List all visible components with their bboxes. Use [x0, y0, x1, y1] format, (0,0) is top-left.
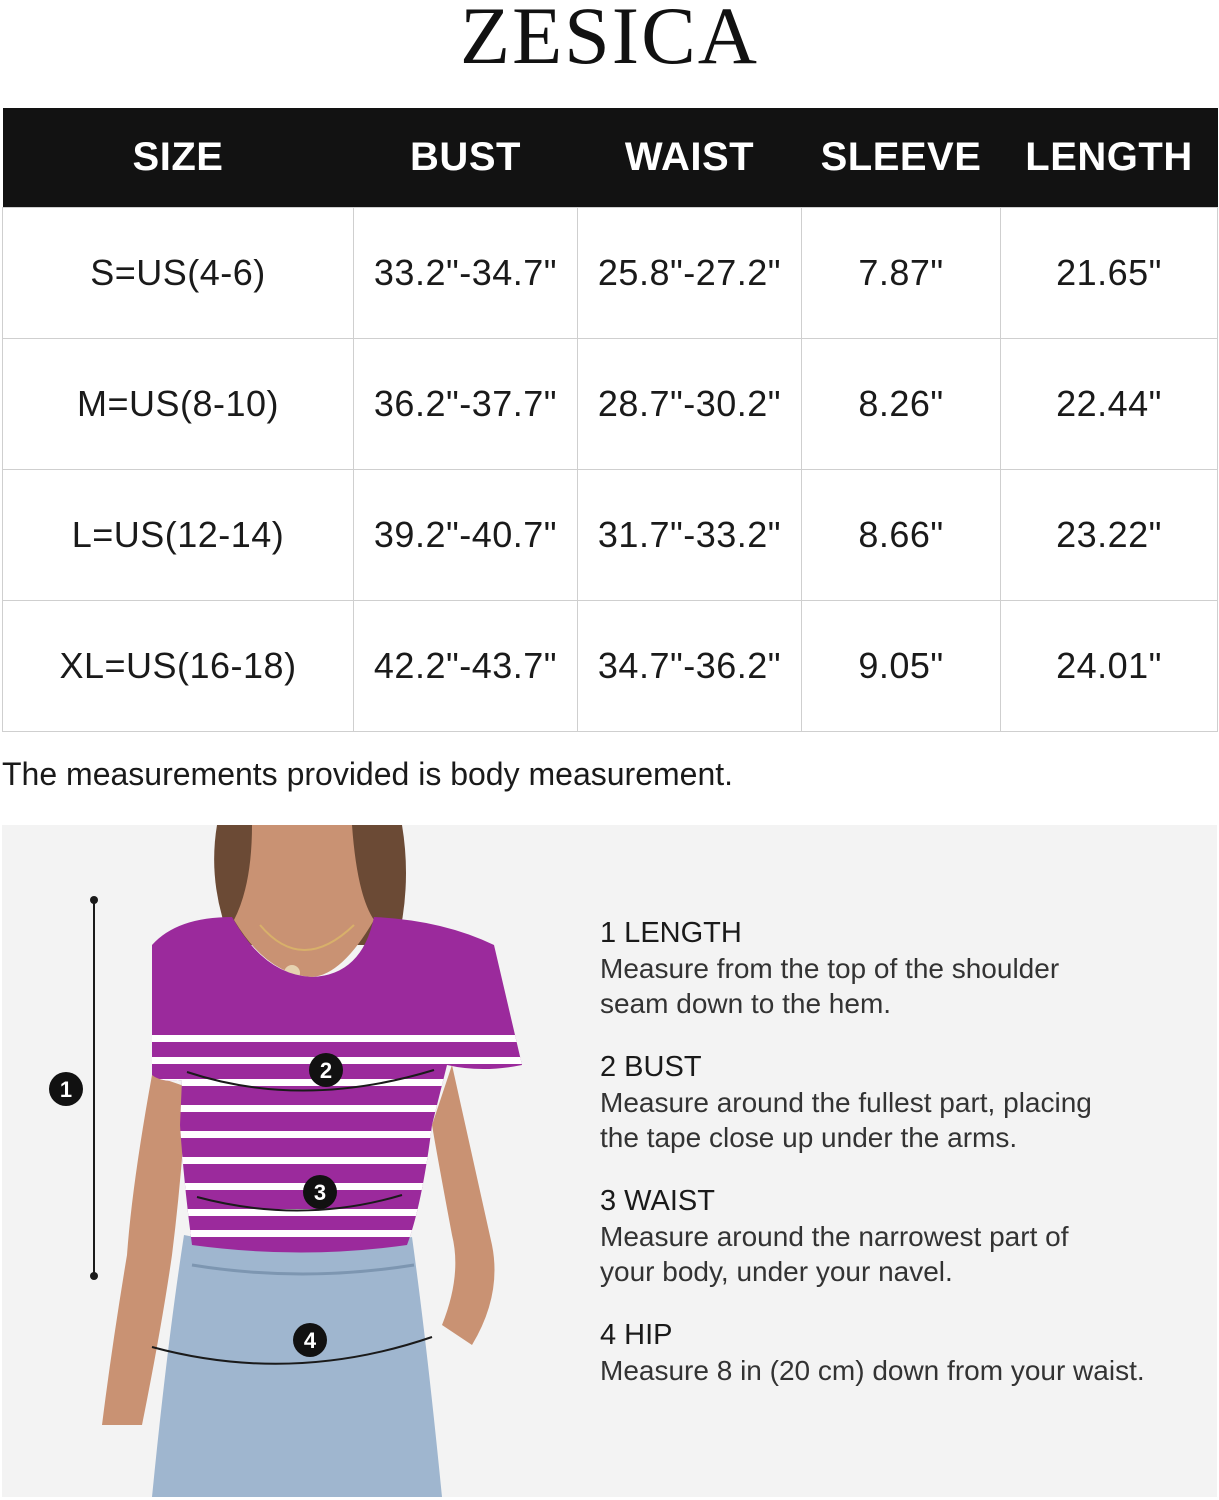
cell-bust: 39.2"-40.7" [354, 470, 578, 601]
table-row [3, 470, 1218, 601]
step-title: 1 LENGTH [600, 917, 742, 949]
step-desc: Measure from the top of the shoulder [600, 953, 1060, 984]
header-size: SIZE [3, 108, 354, 208]
svg-text:2: 2 [319, 1058, 333, 1083]
header-length: LENGTH [1001, 108, 1218, 208]
table-row [3, 601, 1218, 732]
marker-1 [49, 1072, 83, 1106]
table-row [3, 339, 1218, 470]
cell-length: 21.65" [1001, 208, 1218, 339]
marker-4 [293, 1323, 327, 1357]
svg-text:1: 1 [59, 1077, 73, 1102]
length-tape-bottom [90, 1272, 98, 1280]
cell-sleeve: 9.05" [802, 601, 1001, 732]
cell-length: 23.22" [1001, 470, 1218, 601]
measurement-guide [2, 825, 1217, 1497]
marker-2 [309, 1053, 343, 1087]
header-sleeve: SLEEVE [802, 108, 1001, 208]
header-waist: WAIST [578, 108, 802, 208]
svg-text:3: 3 [313, 1180, 327, 1205]
step-desc: seam down to the hem. [600, 988, 892, 1019]
step-hip [600, 1317, 1210, 1388]
cell-sleeve: 7.87" [802, 208, 1001, 339]
cell-sleeve: 8.26" [802, 339, 1001, 470]
step-length [600, 915, 1210, 1021]
cell-bust: 36.2"-37.7" [354, 339, 578, 470]
svg-text:4: 4 [303, 1328, 317, 1353]
step-waist [600, 1183, 1210, 1289]
model-illustration [2, 825, 602, 1497]
step-desc: your body, under your navel. [600, 1256, 953, 1287]
step-desc: the tape close up under the arms. [600, 1122, 1018, 1153]
cell-size: L=US(12-14) [3, 470, 354, 601]
cell-sleeve: 8.66" [802, 470, 1001, 601]
cell-length: 24.01" [1001, 601, 1218, 732]
cell-bust: 33.2"-34.7" [354, 208, 578, 339]
cell-size: M=US(8-10) [3, 339, 354, 470]
cell-bust: 42.2"-43.7" [354, 601, 578, 732]
marker-3 [303, 1175, 337, 1209]
step-bust [600, 1049, 1210, 1155]
right-arm [432, 1065, 495, 1345]
table-row [3, 208, 1218, 339]
brand-logo: ZESICA [460, 0, 759, 76]
step-desc: Measure around the fullest part, placing [600, 1087, 1092, 1118]
step-desc: Measure around the narrowest part of [600, 1221, 1069, 1252]
step-title: 2 BUST [600, 1051, 702, 1083]
step-title: 3 WAIST [600, 1185, 715, 1217]
size-chart-table [2, 108, 1218, 732]
measurement-note: The measurements provided is body measurement. [2, 756, 734, 792]
cell-length: 22.44" [1001, 339, 1218, 470]
cell-waist: 28.7"-30.2" [578, 339, 802, 470]
step-title: 4 HIP [600, 1319, 673, 1351]
length-tape-top [90, 896, 98, 904]
cell-waist: 34.7"-36.2" [578, 601, 802, 732]
step-desc: Measure 8 in (20 cm) down from your waist. [600, 1355, 1145, 1386]
table-header-row [3, 108, 1218, 208]
measurement-steps [600, 915, 1210, 1416]
cell-waist: 31.7"-33.2" [578, 470, 802, 601]
cell-waist: 25.8"-27.2" [578, 208, 802, 339]
header-bust: BUST [354, 108, 578, 208]
cell-size: S=US(4-6) [3, 208, 354, 339]
cell-size: XL=US(16-18) [3, 601, 354, 732]
